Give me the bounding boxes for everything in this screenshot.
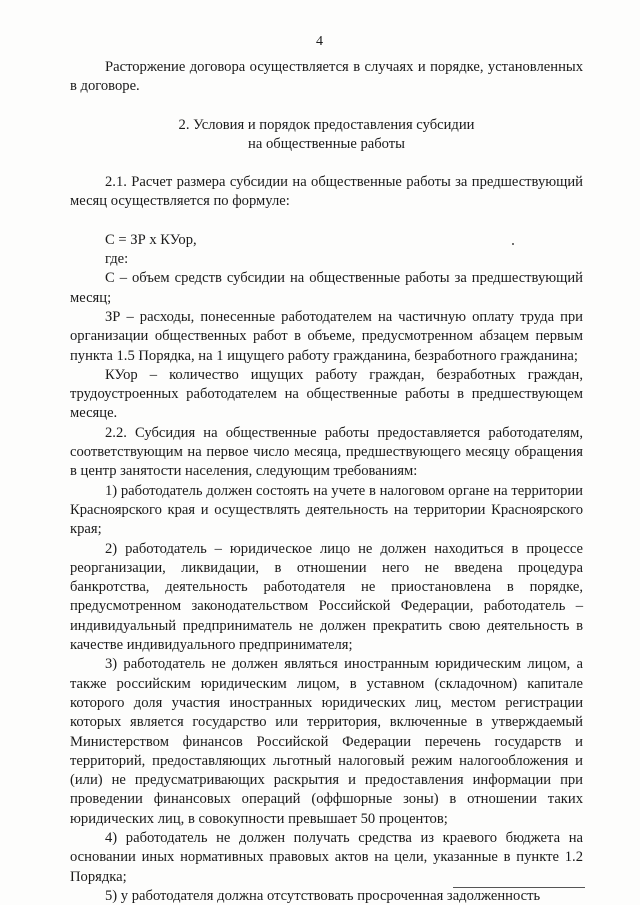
section-heading: [70, 116, 583, 155]
formula-where: где:: [105, 251, 129, 268]
requirement-1: 1) работодатель должен состоять на учете в налоговом органе на территории Красноярского края и осуществлять деятельность на территории Красноярского края;: [70, 482, 583, 538]
definition-zr: ЗР – расходы, понесенные работодателем на частичную оплату труда при организации общественных работ в объеме, предусмотренном абзацем первым пункта 1.5 Порядка, на 1 ищущего работу гражданина, безработного гражданина;: [70, 308, 583, 364]
document-body: [70, 58, 583, 906]
requirement-3: 3) работодатель не должен являться иностранным юридическим лицом, а также российским юридическим лицом, в уставном (складочном) капитале которого доля участия иностранных юридических лиц, местом регистрации которых является государство или территория, включенные в утверждаемый Министерством финансов Российской Федерации перечень государств и территорий, предоставляющих льготный налоговый режим налогообложения и (или) не предусматривающих раскрытия и предоставления информации при проведении финансовых операций (оффшорные зоны) в отношении таких юридических лиц, в совокупности превышает 50 процентов;: [70, 656, 583, 827]
page-number: 4: [316, 34, 324, 49]
requirement-5: 5) у работодателя должна отсутствовать просроченная задолженность: [105, 887, 541, 904]
clause-2-1: 2.1. Расчет размера субсидии на общественные работы за предшествующий месяц осуществляется по формуле:: [70, 174, 583, 210]
requirement-4: 4) работодатель не должен получать средства из краевого бюджета на основании иных нормативных правовых актов на цели, указанные в пункте 1.2 Порядка;: [70, 829, 583, 885]
formula-block: [70, 231, 583, 270]
contract-termination-paragraph: Расторжение договора осуществляется в случаях и порядке, установленных в договоре.: [70, 59, 583, 95]
bottom-rule: [453, 887, 585, 888]
clause-2-2: 2.2. Субсидия на общественные работы предоставляется работодателям, соответствующим на первое число месяца, предшествующего месяцу обращения в центр занятости населения, следующим требованиям:: [70, 424, 583, 480]
definition-kuor: КУор – количество ищущих работу граждан, безработных граждан, трудоустроенных работодателем на общественные работы в предшествующем месяце.: [70, 366, 583, 422]
formula: С = ЗР х КУор,: [105, 231, 197, 248]
scan-speck: [512, 243, 514, 245]
requirement-2: 2) работодатель – юридическое лицо не должен находиться в процессе реорганизации, ликвидации, в отношении него не введена процедура банкротства, деятельность работодателя не приостановлена в порядке, предусмотренном законодательством Российской Федерации, работодатель – индивидуальный предприниматель не должен прекратить свою деятельность в качестве индивидуального предпринимателя;: [70, 540, 583, 654]
section-heading-line-2: на общественные работы: [248, 135, 405, 152]
definition-c: С – объем средств субсидии на общественные работы за предшествующий месяц;: [70, 270, 583, 306]
section-heading-line-1: 2. Условия и порядок предоставления субсидии: [178, 116, 475, 133]
